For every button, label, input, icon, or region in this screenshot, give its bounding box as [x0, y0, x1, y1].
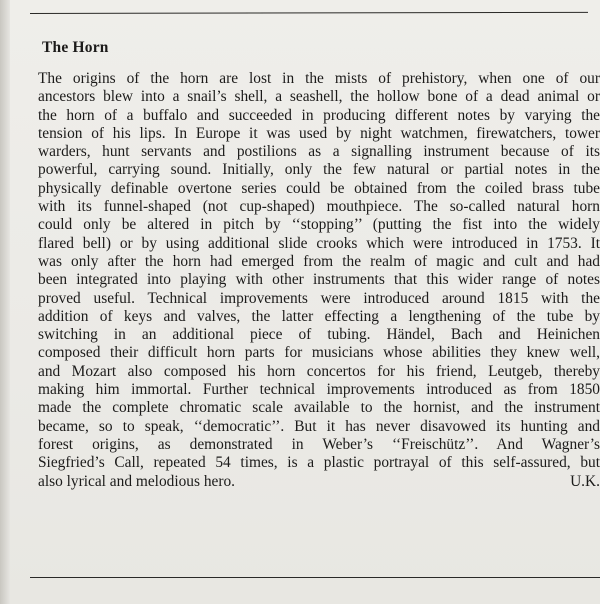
- body-line: with its funnel-shaped (not cup-shaped) mouthpiece. The so-called natural horn: [38, 198, 600, 216]
- body-line: Siegfried’s Call, repeated 54 times, is a plastic portrayal of this self-assured, but: [38, 454, 600, 472]
- body-line-final: [38, 473, 600, 491]
- author-signature: U.K.: [570, 472, 600, 490]
- body-line: physically definable overtone series could be obtained from the coiled brass tube: [38, 179, 600, 197]
- body-line: made the complete chromatic scale available to the hornist, and the instrument: [38, 399, 600, 417]
- article-body: [38, 70, 600, 491]
- body-line: warders, hunt servants and postilions as a signalling instrument because of its: [38, 143, 600, 161]
- article-title: The Horn: [42, 39, 109, 56]
- body-line: became, so to speak, ‘‘democratic’’. But it has never disavowed its hunting and: [38, 417, 600, 435]
- body-line: could only be altered in pitch by ‘‘stopping’’ (putting the fist into the widely: [38, 216, 600, 234]
- page-edge-shadow: [0, 0, 10, 604]
- body-line: ancestors blew into a snail’s shell, a seashell, the hollow bone of a dead animal or: [38, 88, 600, 106]
- body-line: making him immortal. Further technical improvements introduced as from 1850: [38, 381, 600, 399]
- body-line: addition of keys and valves, the latter effecting a lengthening of the tube by: [38, 307, 600, 325]
- body-line: powerful, carrying sound. Initially, only the few natural or partial notes in the: [38, 161, 600, 179]
- body-line: flared bell) or by using additional slide crooks which were introduced in 1753. It: [38, 234, 600, 252]
- body-line: switching in an additional piece of tubing. Händel, Bach and Heinichen: [38, 326, 600, 344]
- body-line: was only after the horn had emerged from the realm of magic and cult and had: [38, 252, 600, 270]
- top-rule: [30, 12, 588, 14]
- body-line: been integrated into playing with other instruments that this wider range of notes: [38, 271, 600, 289]
- body-line: the horn of a buffalo and succeeded in producing different notes by varying the: [38, 106, 600, 124]
- bottom-rule: [30, 577, 600, 578]
- body-line: and Mozart also composed his horn concertos for his friend, Leutgeb, thereby: [38, 362, 600, 380]
- body-line: composed their difficult horn parts for musicians whose abilities they knew well,: [38, 344, 600, 362]
- body-line: forest origins, as demonstrated in Weber’s ‘‘Freischütz’’. And Wagner’s: [38, 435, 600, 453]
- final-line-text: also lyrical and melodious hero.: [38, 472, 236, 490]
- body-line: proved useful. Technical improvements were introduced around 1815 with the: [38, 289, 600, 307]
- body-line: The origins of the horn are lost in the mists of prehistory, when one of our: [38, 70, 600, 87]
- body-line: tension of his lips. In Europe it was used by night watchmen, firewatchers, tower: [38, 124, 600, 142]
